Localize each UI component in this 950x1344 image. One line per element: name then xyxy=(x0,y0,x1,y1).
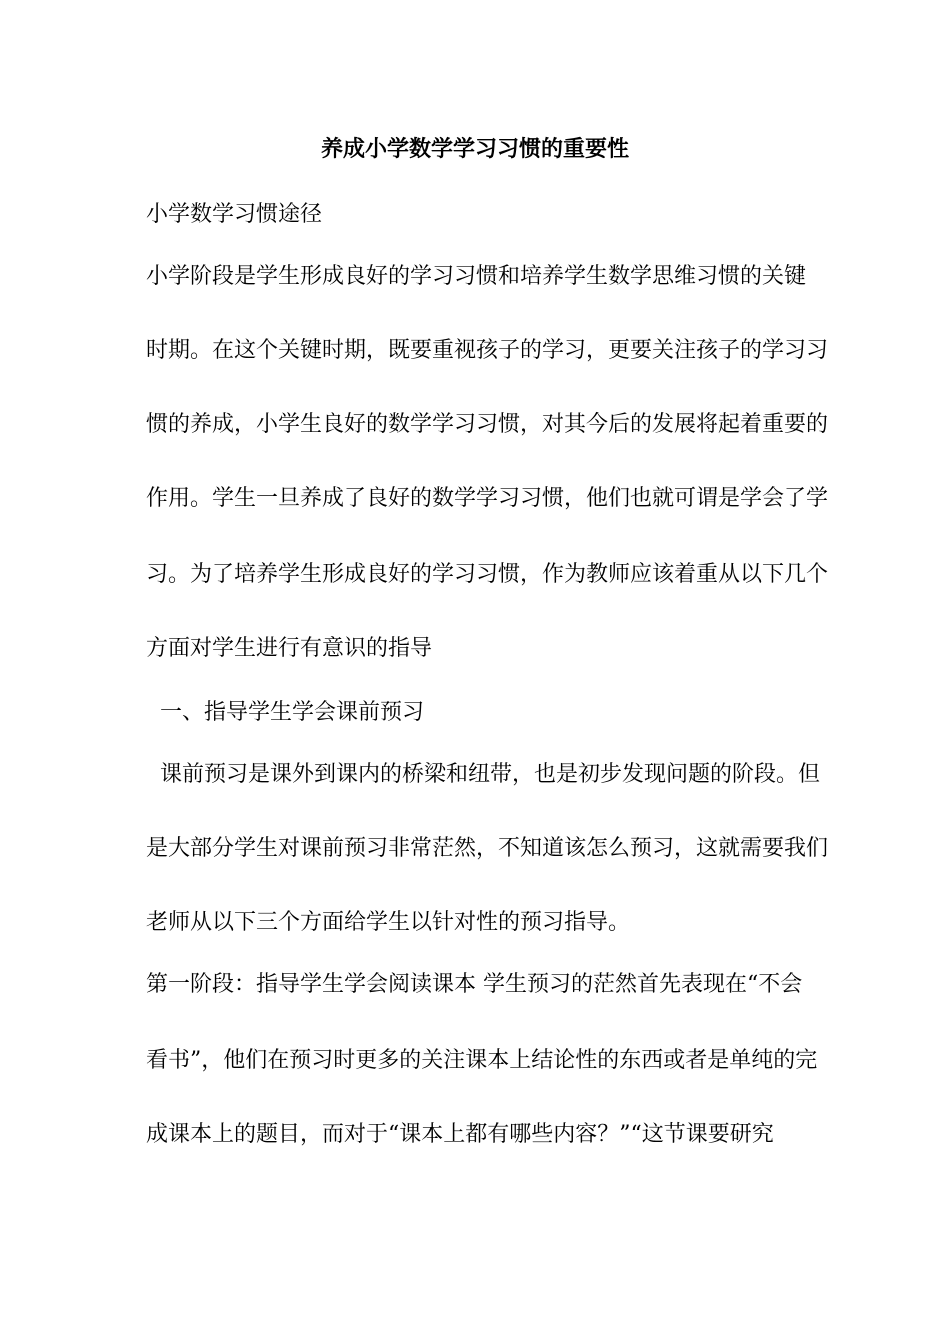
paragraph-line: 习。为了培养学生形成良好的学习习惯，作为教师应该着重从以下几个 xyxy=(146,562,829,587)
document-subtitle: 小学数学习惯途径 xyxy=(146,202,323,227)
paragraph-line: 是大部分学生对课前预习非常茫然，不知道该怎么预习，这就需要我们 xyxy=(146,836,829,861)
paragraph-line: 第一阶段：指导学生学会阅读课本 学生预习的茫然首先表现在“不会 xyxy=(146,972,803,997)
paragraph-line: 方面对学生进行有意识的指导 xyxy=(146,636,433,661)
paragraph-line: 时期。在这个关键时期，既要重视孩子的学习，更要关注孩子的学习习 xyxy=(146,338,829,363)
paragraph-line: 惯的养成，小学生良好的数学学习习惯，对其今后的发展将起着重要的 xyxy=(146,412,829,437)
paragraph-line: 课前预习是课外到课内的桥梁和纽带，也是初步发现问题的阶段。但 xyxy=(146,762,820,787)
paragraph-line: 老师从以下三个方面给学生以针对性的预习指导。 xyxy=(146,910,631,935)
section-heading: 一、指导学生学会课前预习 xyxy=(146,700,424,725)
paragraph-line: 成课本上的题目，而对于“课本上都有哪些内容？”“这节课要研究 xyxy=(146,1122,774,1147)
paragraph-line: 小学阶段是学生形成良好的学习习惯和培养学生数学思维习惯的关键 xyxy=(146,264,807,289)
paragraph-line: 看书”，他们在预习时更多的关注课本上结论性的东西或者是单纯的完 xyxy=(146,1048,818,1073)
paragraph-line: 作用。学生一旦养成了良好的数学学习习惯，他们也就可谓是学会了学 xyxy=(146,486,829,511)
document-title: 养成小学数学学习习惯的重要性 xyxy=(320,136,629,162)
